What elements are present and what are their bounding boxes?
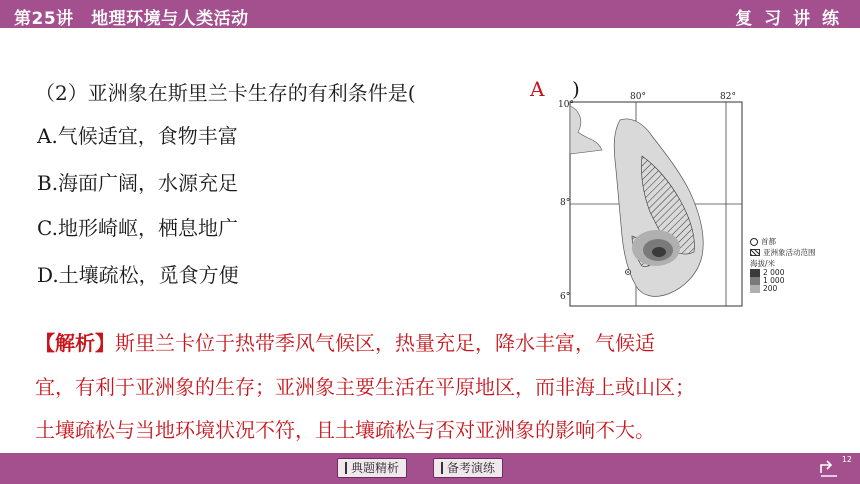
typical-analysis-label: 典题精析 bbox=[351, 461, 400, 475]
ramp-label-200: 200 bbox=[763, 284, 778, 293]
lesson-title: 第25讲 地理环境与人类活动 bbox=[14, 9, 249, 29]
ramp-low bbox=[750, 285, 760, 293]
ramp-mid bbox=[750, 277, 760, 285]
elevation-ramp bbox=[750, 269, 826, 293]
lat-label-8: 8° bbox=[560, 198, 571, 208]
lon-label-80: 80° bbox=[630, 92, 646, 102]
answer-letter: A bbox=[530, 77, 545, 101]
lat-label-6: 6° bbox=[560, 292, 571, 302]
capital-icon bbox=[750, 238, 758, 246]
ramp-label-1000: 1 000 bbox=[763, 276, 785, 285]
analysis-tag: 【解析】 bbox=[35, 331, 115, 355]
lat-label-10: 10° bbox=[558, 100, 574, 110]
option-b: B.海面广阔，水源充足 bbox=[37, 171, 239, 195]
bar-icon bbox=[345, 462, 347, 474]
bar-icon bbox=[441, 462, 443, 474]
ramp-high bbox=[750, 269, 760, 277]
analysis-line-3: 土壤疏松与当地环境状况不符，且土壤疏松与否对亚洲象的影响不大。 bbox=[35, 418, 655, 442]
question-close-paren: ) bbox=[572, 77, 580, 101]
hatch-icon bbox=[750, 249, 760, 256]
footer-bar bbox=[0, 453, 860, 484]
analysis-line-2: 宜，有利于亚洲象的生存；亚洲象主要生活在平原地区，而非海上或山区； bbox=[35, 375, 695, 399]
legend-elephant bbox=[750, 247, 826, 258]
legend-capital bbox=[750, 236, 826, 247]
page-number: 12 bbox=[841, 455, 852, 464]
option-a: A.气候适宜，食物丰富 bbox=[37, 124, 238, 148]
option-c: C.地形崎岖，栖息地广 bbox=[37, 216, 238, 240]
header-bar bbox=[0, 0, 860, 28]
exam-practice-label: 备考演练 bbox=[447, 461, 496, 475]
lon-label-82: 82° bbox=[720, 92, 736, 102]
option-d: D.土壤疏松，觅食方便 bbox=[37, 263, 239, 287]
return-icon[interactable] bbox=[818, 458, 840, 478]
question-stem: （2）亚洲象在斯里兰卡生存的有利条件是( bbox=[35, 81, 416, 105]
legend-elephant-label: 亚洲象活动范围 bbox=[763, 248, 816, 257]
exam-practice-button[interactable] bbox=[433, 458, 503, 478]
map-legend bbox=[750, 236, 826, 293]
ramp-label-2000: 2 000 bbox=[763, 268, 785, 277]
sri-lanka-map bbox=[556, 92, 826, 310]
analysis-text-1: 斯里兰卡位于热带季风气候区，热量充足，降水丰富，气候适 bbox=[115, 331, 655, 355]
typical-analysis-button[interactable] bbox=[337, 458, 407, 478]
legend-elevation-title: 海拔/米 bbox=[750, 259, 776, 268]
legend-capital-label: 首都 bbox=[761, 237, 776, 246]
analysis-line-1 bbox=[35, 327, 825, 356]
elevation-high bbox=[652, 247, 666, 257]
section-label: 复 习 讲 练 bbox=[735, 9, 842, 29]
